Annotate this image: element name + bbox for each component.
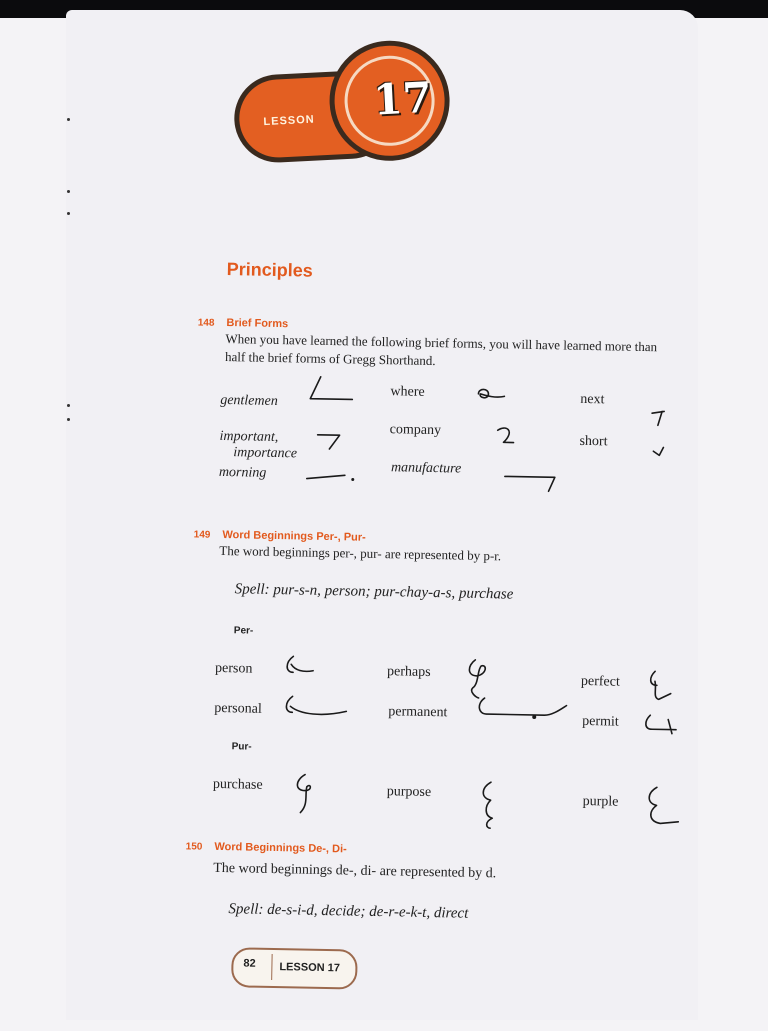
section-number: 149 bbox=[193, 529, 211, 541]
brief-form-word: gentlemen bbox=[220, 392, 278, 410]
shorthand-outline bbox=[502, 470, 563, 499]
pur-word: purchase bbox=[212, 776, 263, 793]
shorthand-outline bbox=[290, 772, 321, 817]
lesson-badge bbox=[231, 38, 453, 179]
body-text: The word beginnings per-, pur- are represented by p-r. bbox=[219, 542, 502, 564]
principles-heading: Principles bbox=[226, 259, 314, 281]
body-text: half the brief forms of Gregg Shorthand. bbox=[224, 348, 436, 369]
shorthand-outline bbox=[306, 375, 357, 406]
shorthand-outline bbox=[649, 443, 667, 461]
shorthand-outline bbox=[642, 713, 680, 738]
brief-form-word: company bbox=[389, 422, 442, 439]
per-word: person bbox=[214, 660, 253, 677]
brief-form-word: where bbox=[390, 384, 425, 400]
shorthand-outline bbox=[476, 780, 507, 831]
footer-lesson-label: LESSON 17 bbox=[279, 961, 341, 975]
section-148-header bbox=[198, 312, 289, 332]
shorthand-outline bbox=[474, 696, 571, 728]
lesson-number: 17 bbox=[372, 72, 433, 125]
shorthand-outline bbox=[493, 424, 523, 449]
section-150-header bbox=[186, 836, 347, 857]
section-title: Word Beginnings Per-, Pur- bbox=[222, 528, 366, 544]
body-text: The word beginnings de-, di- are represented by d. bbox=[213, 860, 497, 882]
per-word: perhaps bbox=[386, 664, 431, 680]
subheading-per: Per- bbox=[233, 625, 254, 637]
brief-form-word: next bbox=[580, 391, 605, 408]
subheading-pur: Pur- bbox=[231, 741, 252, 753]
spell-example: Spell: pur-s-n, person; pur-chay-a-s, purchase bbox=[234, 581, 514, 603]
shorthand-outline bbox=[283, 654, 317, 681]
pur-word: purpose bbox=[386, 784, 432, 801]
brief-form-word: important, bbox=[219, 428, 279, 446]
spell-example: Spell: de-s-i-d, decide; de-r-e-k-t, direct bbox=[228, 901, 469, 922]
lesson-label: LESSON bbox=[263, 113, 315, 129]
section-title: Word Beginnings De-, Di- bbox=[214, 840, 347, 856]
per-word: perfect bbox=[580, 673, 620, 690]
section-number: 150 bbox=[185, 841, 203, 853]
shorthand-outline bbox=[474, 386, 508, 403]
shorthand-outline bbox=[313, 431, 347, 452]
per-word: permanent bbox=[388, 704, 448, 721]
per-word: personal bbox=[214, 700, 262, 717]
body-text: When you have learned the following brief forms, you will have learned more than bbox=[225, 331, 658, 355]
shorthand-outline bbox=[646, 669, 677, 710]
brief-form-word: manufacture bbox=[390, 460, 462, 477]
page-footer bbox=[231, 947, 358, 989]
pur-word: purple bbox=[582, 793, 619, 810]
brief-form-word: morning bbox=[218, 464, 267, 481]
per-word: permit bbox=[582, 713, 619, 730]
shorthand-outline bbox=[282, 694, 351, 725]
shorthand-outline bbox=[642, 785, 683, 830]
section-title: Brief Forms bbox=[226, 317, 289, 331]
page-number: 82 bbox=[243, 957, 256, 970]
shorthand-outline bbox=[305, 471, 355, 486]
shorthand-outline bbox=[650, 407, 670, 429]
brief-form-word: short bbox=[579, 433, 608, 450]
brief-form-word: importance bbox=[233, 445, 298, 462]
section-number: 148 bbox=[197, 317, 215, 329]
